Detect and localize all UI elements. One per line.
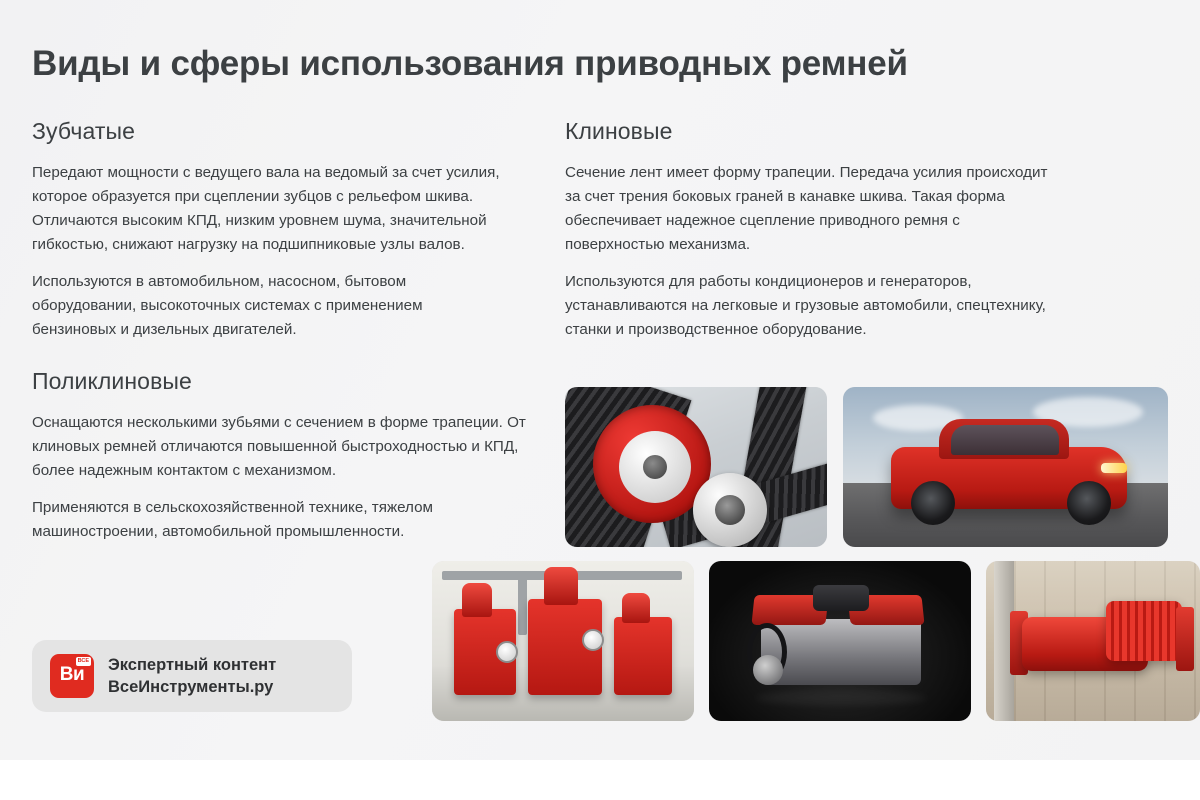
section-polyvbelt-paragraph-1: Оснащаются несколькими зубьями с сечением в форме трапеции. От клиновых ремней отличаются повышенной быстроходностью и КПД, более надежным контактом с механизмом.: [32, 414, 526, 480]
section-vbelt-heading: Клиновые: [565, 118, 673, 144]
pump-tank-1: [462, 583, 492, 617]
car-rear-wheel-shape: [911, 481, 955, 525]
section-toothed-heading: Зубчатые: [32, 118, 135, 144]
section-vbelt-paragraph-1: Сечение лент имеет форму трапеции. Передача усилия происходит за счет трения боковых граней в канавке шкива. Такая форма обеспечивает надежное сцепление приводного ремня с поверхностью механизма.: [565, 164, 1048, 254]
car-front-wheel-shape: [1067, 481, 1111, 525]
logo-tag-label: ВСЕ: [77, 657, 89, 664]
pulley-belt-photo: [565, 387, 827, 547]
logo-letters: Ви: [59, 664, 85, 685]
red-sports-car-photo: [843, 387, 1168, 547]
pump-vertical-pipe: [518, 575, 527, 635]
page-footer-strip: [0, 760, 1200, 800]
car-headlight-shape: [1101, 463, 1127, 473]
page-title: Виды и сферы использования приводных ремней: [32, 44, 908, 83]
engine-pulley-shape: [753, 655, 783, 685]
section-toothed-paragraph-2: Используются в автомобильном, насосном, бытовом оборудовании, высокоточных системах с применением бензиновых и дизельных двигателей.: [32, 273, 423, 339]
section-vbelt: [565, 118, 1057, 342]
engine-intake-shape: [813, 585, 869, 611]
section-polyvbelt-heading: Поликлиновые: [32, 368, 192, 394]
pump-station-photo: [432, 561, 694, 721]
car-windshield-shape: [951, 425, 1059, 455]
red-valves-photo: [986, 561, 1200, 721]
v8-engine-photo: [709, 561, 971, 721]
section-toothed: [32, 118, 510, 342]
section-vbelt-paragraph-2: Используются для работы кондиционеров и генераторов, устанавливаются на легковые и грузовые автомобили, спецтехнику, станки и производственное оборудование.: [565, 273, 1046, 339]
vseinstrumenty-logo-icon: [50, 654, 94, 698]
expert-content-badge: [32, 640, 352, 712]
section-polyvbelt-paragraph-2: Применяются в сельскохозяйственной технике, тяжелом машиностроении, автомобильной промышленности.: [32, 499, 433, 541]
badge-line-2: ВсеИнструменты.ру: [108, 678, 274, 696]
pump-gauge-2: [496, 641, 518, 663]
pump-tank-2: [544, 567, 578, 605]
small-pulley-hub-shape: [715, 495, 745, 525]
pulley-hub-shape: [643, 455, 667, 479]
section-polyvbelt: [32, 368, 532, 544]
badge-text-block: [108, 654, 276, 699]
valve-flange-right: [1176, 607, 1194, 671]
pump-unit-3: [614, 617, 672, 695]
badge-line-1: Экспертный контент: [108, 655, 277, 674]
engine-shadow-shape: [755, 691, 927, 705]
section-toothed-paragraph-1: Передают мощности с ведущего вала на ведомый за счет усилия, которое образуется при сцеплении зубцов с рельефом шкива. Отличаются высоким КПД, низким уровнем шума, значительной гибкостью, снижают нагрузку на подшипниковые узлы валов.: [32, 164, 500, 254]
valve-motor-shape: [1106, 601, 1182, 661]
pump-tank-3: [622, 593, 650, 623]
pump-gauge-1: [582, 629, 604, 651]
